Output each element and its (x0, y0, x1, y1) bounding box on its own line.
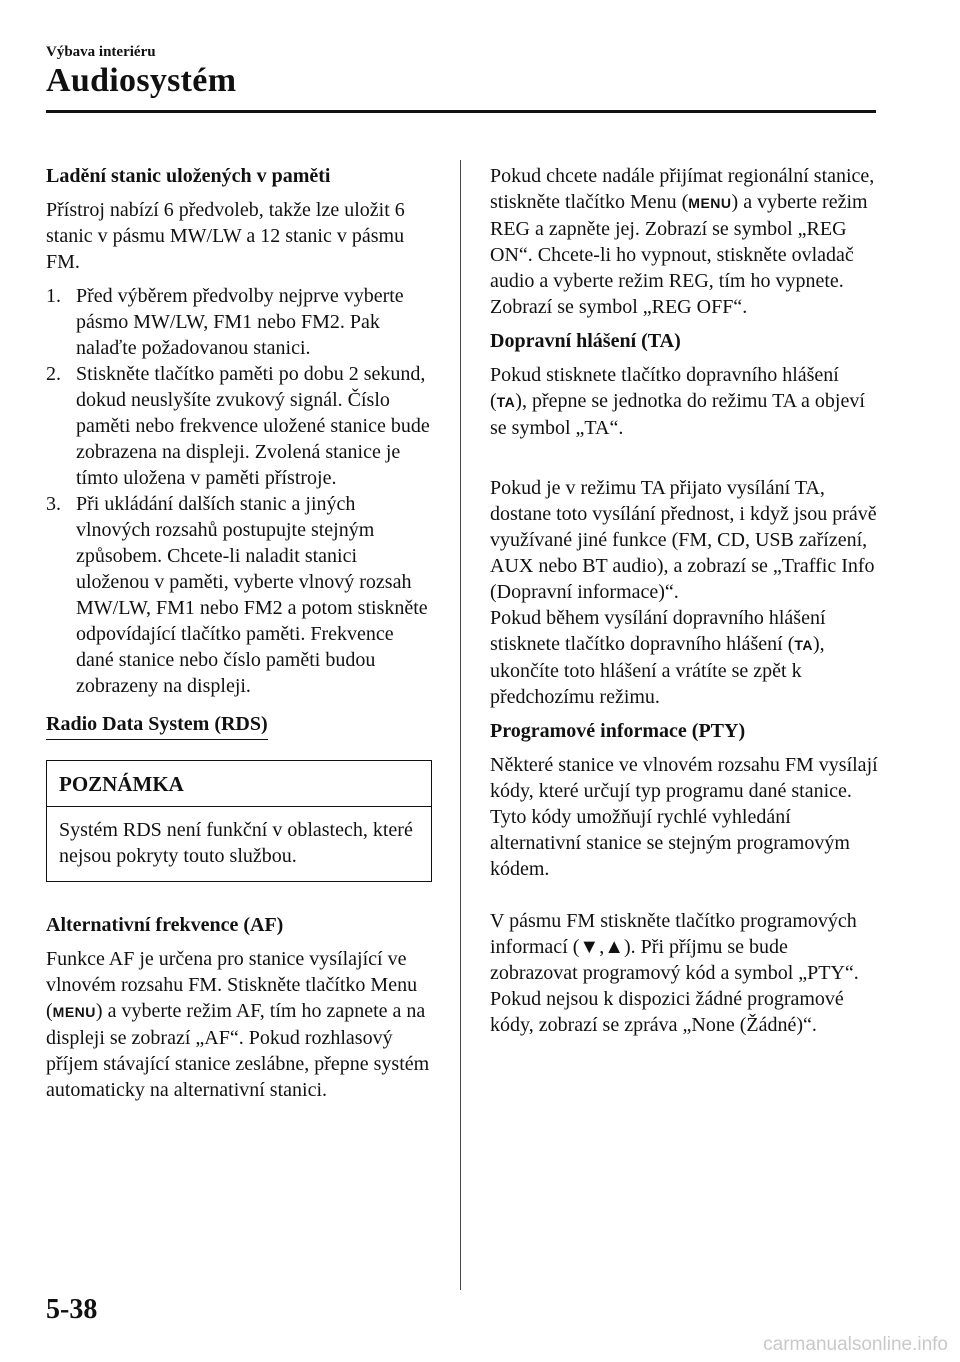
paragraph-pty-usage: V pásmu FM stiskněte tlačítko programových informací (▼,▲). Při příjmu se bude zobrazovat programový kód a symbol „PTY“. Pokud nejsou k dispozici žádné programové kódy, zobrazí se zpráva „None (Žádné)“. (490, 910, 859, 1036)
header-rule (46, 110, 876, 113)
steps-list (46, 283, 432, 699)
left-column (46, 163, 432, 1111)
paragraph-af: Funkce AF je určena pro stanice vysílající ve vlnovém rozsahu FM. Stiskněte tlačítko Menu (MENU) a vyberte režim AF, tím ho zapnete a na displeji se zobrazí „AF“. Pokud rozhlasový příjem stávající stanice zeslábne, přepne systém automaticky na alternativní stanici. (46, 948, 430, 1101)
list-item (46, 491, 432, 699)
column-divider (460, 160, 461, 1290)
heading-pty: Programové informace (PTY) (490, 720, 746, 742)
arrow-keys-icon: ▼,▲ (579, 936, 624, 958)
menu-key-icon: MENU (688, 195, 732, 211)
spacer (490, 449, 880, 475)
list-item (46, 283, 432, 361)
step-number: 3. (46, 493, 61, 515)
heading-stored-stations: Ladění stanic uložených v paměti (46, 165, 331, 187)
paragraph-presets: Přístroj nabízí 6 předvoleb, takže lze uložit 6 stanic v pásmu MW/LW a 12 stanic v pásmu FM. (46, 199, 405, 273)
heading-rds: Radio Data System (RDS) (46, 711, 268, 740)
ta-key-icon: TA (794, 637, 813, 653)
step-number: 2. (46, 363, 61, 385)
heading-ta: Dopravní hlášení (TA) (490, 330, 681, 352)
paragraph-ta-priority: Pokud je v režimu TA přijato vysílání TA, dostane toto vysílání přednost, i když jsou právě využívané jiné funkce (FM, CD, USB zařízení, AUX nebo BT audio), a zobrazí se „Traffic Info (Dopravní informace)“. (490, 477, 877, 603)
step-number: 1. (46, 285, 61, 307)
paragraph-pty: Některé stanice ve vlnovém rozsahu FM vysílají kódy, které určují typ programu dané stanice. Tyto kódy umožňují rychlé vyhledání alternativní stanice se stejným programovým kódem. (490, 754, 878, 880)
paragraph-ta: Pokud stisknete tlačítko dopravního hlášení (TA), přepne se jednotka do režimu TA a objeví se symbol „TA“. (490, 364, 865, 439)
section-label: Výbava interiéru (46, 44, 156, 60)
ta-key-icon: TA (496, 394, 516, 410)
page-title: Audiosystém (46, 62, 237, 99)
spacer (490, 882, 880, 908)
paragraph-reg: Pokud chcete nadále přijímat regionální stanice, stiskněte tlačítko Menu (MENU) a vyberte režim REG a zapněte jej. Zobrazí se symbol „REG ON“. Chcete-li ho vypnout, stiskněte ovladač audio a vyberte režim REG, tím ho vypnete. Zobrazí se symbol „REG OFF“. (490, 165, 875, 318)
watermark: carmanualsonline.info (763, 1334, 948, 1355)
step-text: Stiskněte tlačítko paměti po dobu 2 sekund, dokud neuslyšíte zvukový signál. Číslo paměti nebo frekvence uložené stanice bude zobrazena na displeji. Zvolená stanice je tímto uložena v paměti přístroje. (76, 363, 430, 489)
note-box (46, 760, 432, 882)
page-number: 5-38 (46, 1294, 98, 1325)
note-body: Systém RDS není funkční v oblastech, které nejsou pokryty touto službou. (59, 819, 413, 867)
note-title: POZNÁMKA (47, 761, 431, 807)
list-item (46, 361, 432, 491)
step-text: Při ukládání dalších stanic a jiných vlnových rozsahů postupujte stejným způsobem. Chcete-li naladit stanici uloženou v paměti, vyberte vlnový rozsah MW/LW, FM1 nebo FM2 a potom stiskněte odpovídající tlačítko paměti. Frekvence dané stanice nebo číslo paměti budou zobrazeny na displeji. (76, 493, 428, 697)
heading-af: Alternativní frekvence (AF) (46, 914, 284, 936)
paragraph-ta-cancel: Pokud během vysílání dopravního hlášení stisknete tlačítko dopravního hlášení (TA), ukončíte toto hlášení a vrátíte se zpět k předchozímu režimu. (490, 607, 826, 708)
menu-key-icon: MENU (52, 1004, 96, 1020)
step-text: Před výběrem předvolby nejprve vyberte pásmo MW/LW, FM1 nebo FM2. Pak nalaďte požadovanou stanici. (76, 285, 404, 359)
right-column (490, 163, 880, 1038)
